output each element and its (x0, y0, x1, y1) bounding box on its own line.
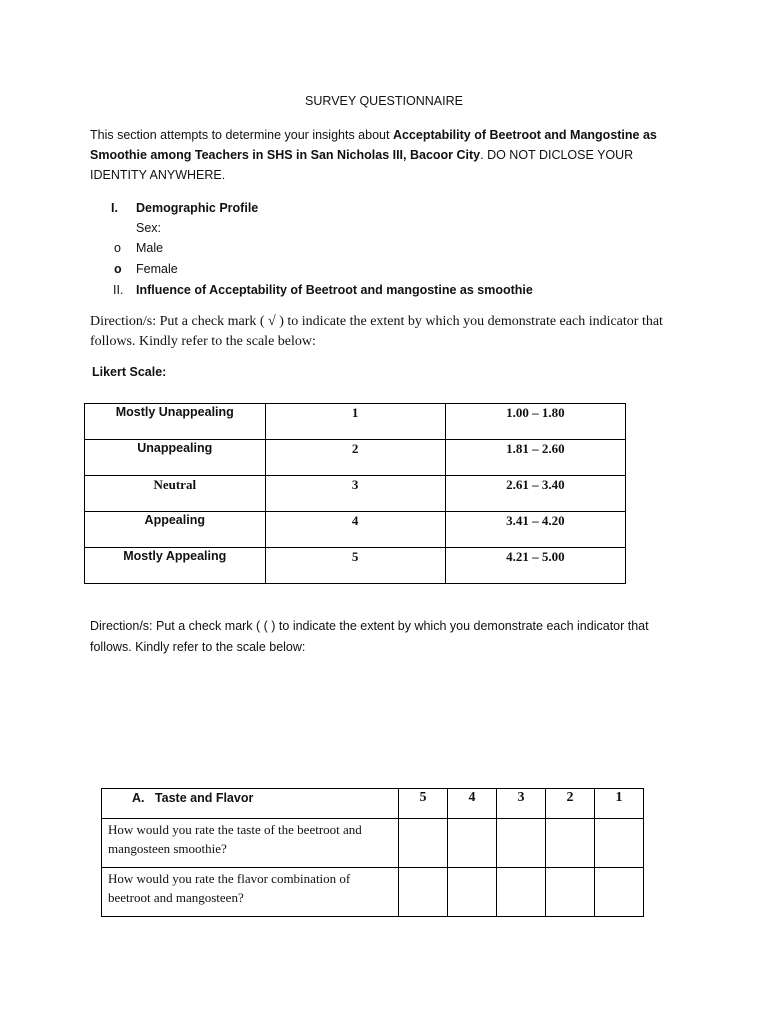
likert-row (85, 512, 626, 548)
bullet-circle-icon: o (114, 262, 122, 276)
likert-range-cell (445, 512, 625, 548)
likert-range: 4.21 – 5.00 (506, 549, 565, 564)
question-cell (102, 819, 399, 868)
likert-scale-table (84, 403, 626, 584)
option-female-label: Female (136, 262, 178, 276)
likert-label-cell (85, 512, 266, 548)
rating-checkbox-cell-2[interactable] (546, 868, 595, 917)
intro-paragraph (90, 125, 680, 185)
likert-value: 2 (351, 441, 359, 456)
likert-range: 3.41 – 4.20 (506, 513, 565, 528)
likert-label-cell (85, 476, 266, 512)
likert-value-cell (265, 512, 445, 548)
likert-label-cell (85, 404, 266, 440)
table-row (102, 868, 644, 917)
direction-one: Direction/s: Put a check mark ( √ ) to indicate the extent by which you demonstrate each indicator that follows. Kindly refer to the scale below: (90, 314, 663, 349)
intro-suffix: . DO NOT DICLOSE YOUR IDENTITY ANYWHERE. (90, 148, 634, 182)
question-cell (102, 868, 399, 917)
section-one-label: Demographic Profile (136, 201, 259, 215)
likert-value-cell (265, 404, 445, 440)
rating-header-cell (595, 789, 644, 819)
rating-checkbox-cell-4[interactable] (448, 868, 497, 917)
likert-label-cell (85, 440, 266, 476)
section-two-label: Influence of Acceptability of Beetroot and mangostine as smoothie (136, 283, 533, 297)
intro-bold: Acceptability of Beetroot and Mangostine as Smoothie among Teachers in SHS in San Nicholas III, Bacoor City (90, 128, 657, 162)
rating-header-2: 2 (566, 790, 574, 805)
table-header-row (102, 789, 644, 819)
direction-two: Direction/s: Put a check mark ( ( ) to indicate the extent by which you demonstrate each indicator that follows. Kindly refer to the scale below: (90, 619, 649, 654)
likert-row (85, 440, 626, 476)
rating-checkbox-cell-5[interactable] (399, 868, 448, 917)
table-row (102, 819, 644, 868)
taste-header-label: A. Taste and Flavor (132, 791, 254, 805)
likert-value-cell (265, 440, 445, 476)
likert-label: Mostly Appealing (123, 549, 227, 563)
section-two-marker: II. (113, 283, 124, 297)
likert-value: 5 (351, 549, 359, 564)
likert-range: 1.81 – 2.60 (506, 441, 565, 456)
intro-prefix: This section attempts to determine your insights about (90, 128, 393, 142)
likert-value-cell (265, 548, 445, 584)
likert-value: 1 (351, 405, 359, 420)
rating-checkbox-cell-3[interactable] (497, 868, 546, 917)
likert-value: 4 (351, 513, 359, 528)
likert-range: 2.61 – 3.40 (506, 477, 565, 492)
rating-header-4: 4 (468, 790, 476, 805)
taste-flavor-table (101, 788, 644, 917)
likert-row (85, 548, 626, 584)
likert-label: Appealing (144, 513, 205, 527)
rating-checkbox-cell-1[interactable] (595, 868, 644, 917)
page-title: SURVEY QUESTIONNAIRE (305, 94, 463, 108)
question-text: How would you rate the taste of the beetroot and mangosteen smoothie? (108, 822, 362, 856)
rating-checkbox-cell-1[interactable] (595, 819, 644, 868)
likert-range-cell (445, 440, 625, 476)
likert-label-cell (85, 548, 266, 584)
rating-checkbox-cell-2[interactable] (546, 819, 595, 868)
sex-label: Sex: (136, 221, 162, 235)
likert-range: 1.00 – 1.80 (506, 405, 565, 420)
rating-header-3: 3 (517, 790, 525, 805)
likert-label: Unappealing (137, 441, 213, 455)
likert-value-cell (265, 476, 445, 512)
section-one-marker: I. (111, 201, 118, 215)
likert-value: 3 (351, 477, 359, 492)
bullet-circle-icon: o (114, 241, 121, 255)
rating-header-5: 5 (419, 790, 427, 805)
likert-label: Neutral (153, 477, 197, 492)
rating-header-cell (399, 789, 448, 819)
likert-row (85, 476, 626, 512)
taste-header-cell (102, 789, 399, 819)
rating-checkbox-cell-3[interactable] (497, 819, 546, 868)
likert-row (85, 404, 626, 440)
rating-header-cell (497, 789, 546, 819)
likert-range-cell (445, 548, 625, 584)
likert-label: Mostly Unappealing (115, 405, 234, 419)
rating-checkbox-cell-5[interactable] (399, 819, 448, 868)
question-text: How would you rate the flavor combination of beetroot and mangosteen? (108, 871, 351, 905)
likert-range-cell (445, 476, 625, 512)
option-male-label: Male (136, 241, 164, 255)
likert-range-cell (445, 404, 625, 440)
rating-header-cell (546, 789, 595, 819)
rating-header-1: 1 (615, 790, 623, 805)
likert-heading: Likert Scale: (92, 365, 167, 379)
rating-checkbox-cell-4[interactable] (448, 819, 497, 868)
rating-header-cell (448, 789, 497, 819)
